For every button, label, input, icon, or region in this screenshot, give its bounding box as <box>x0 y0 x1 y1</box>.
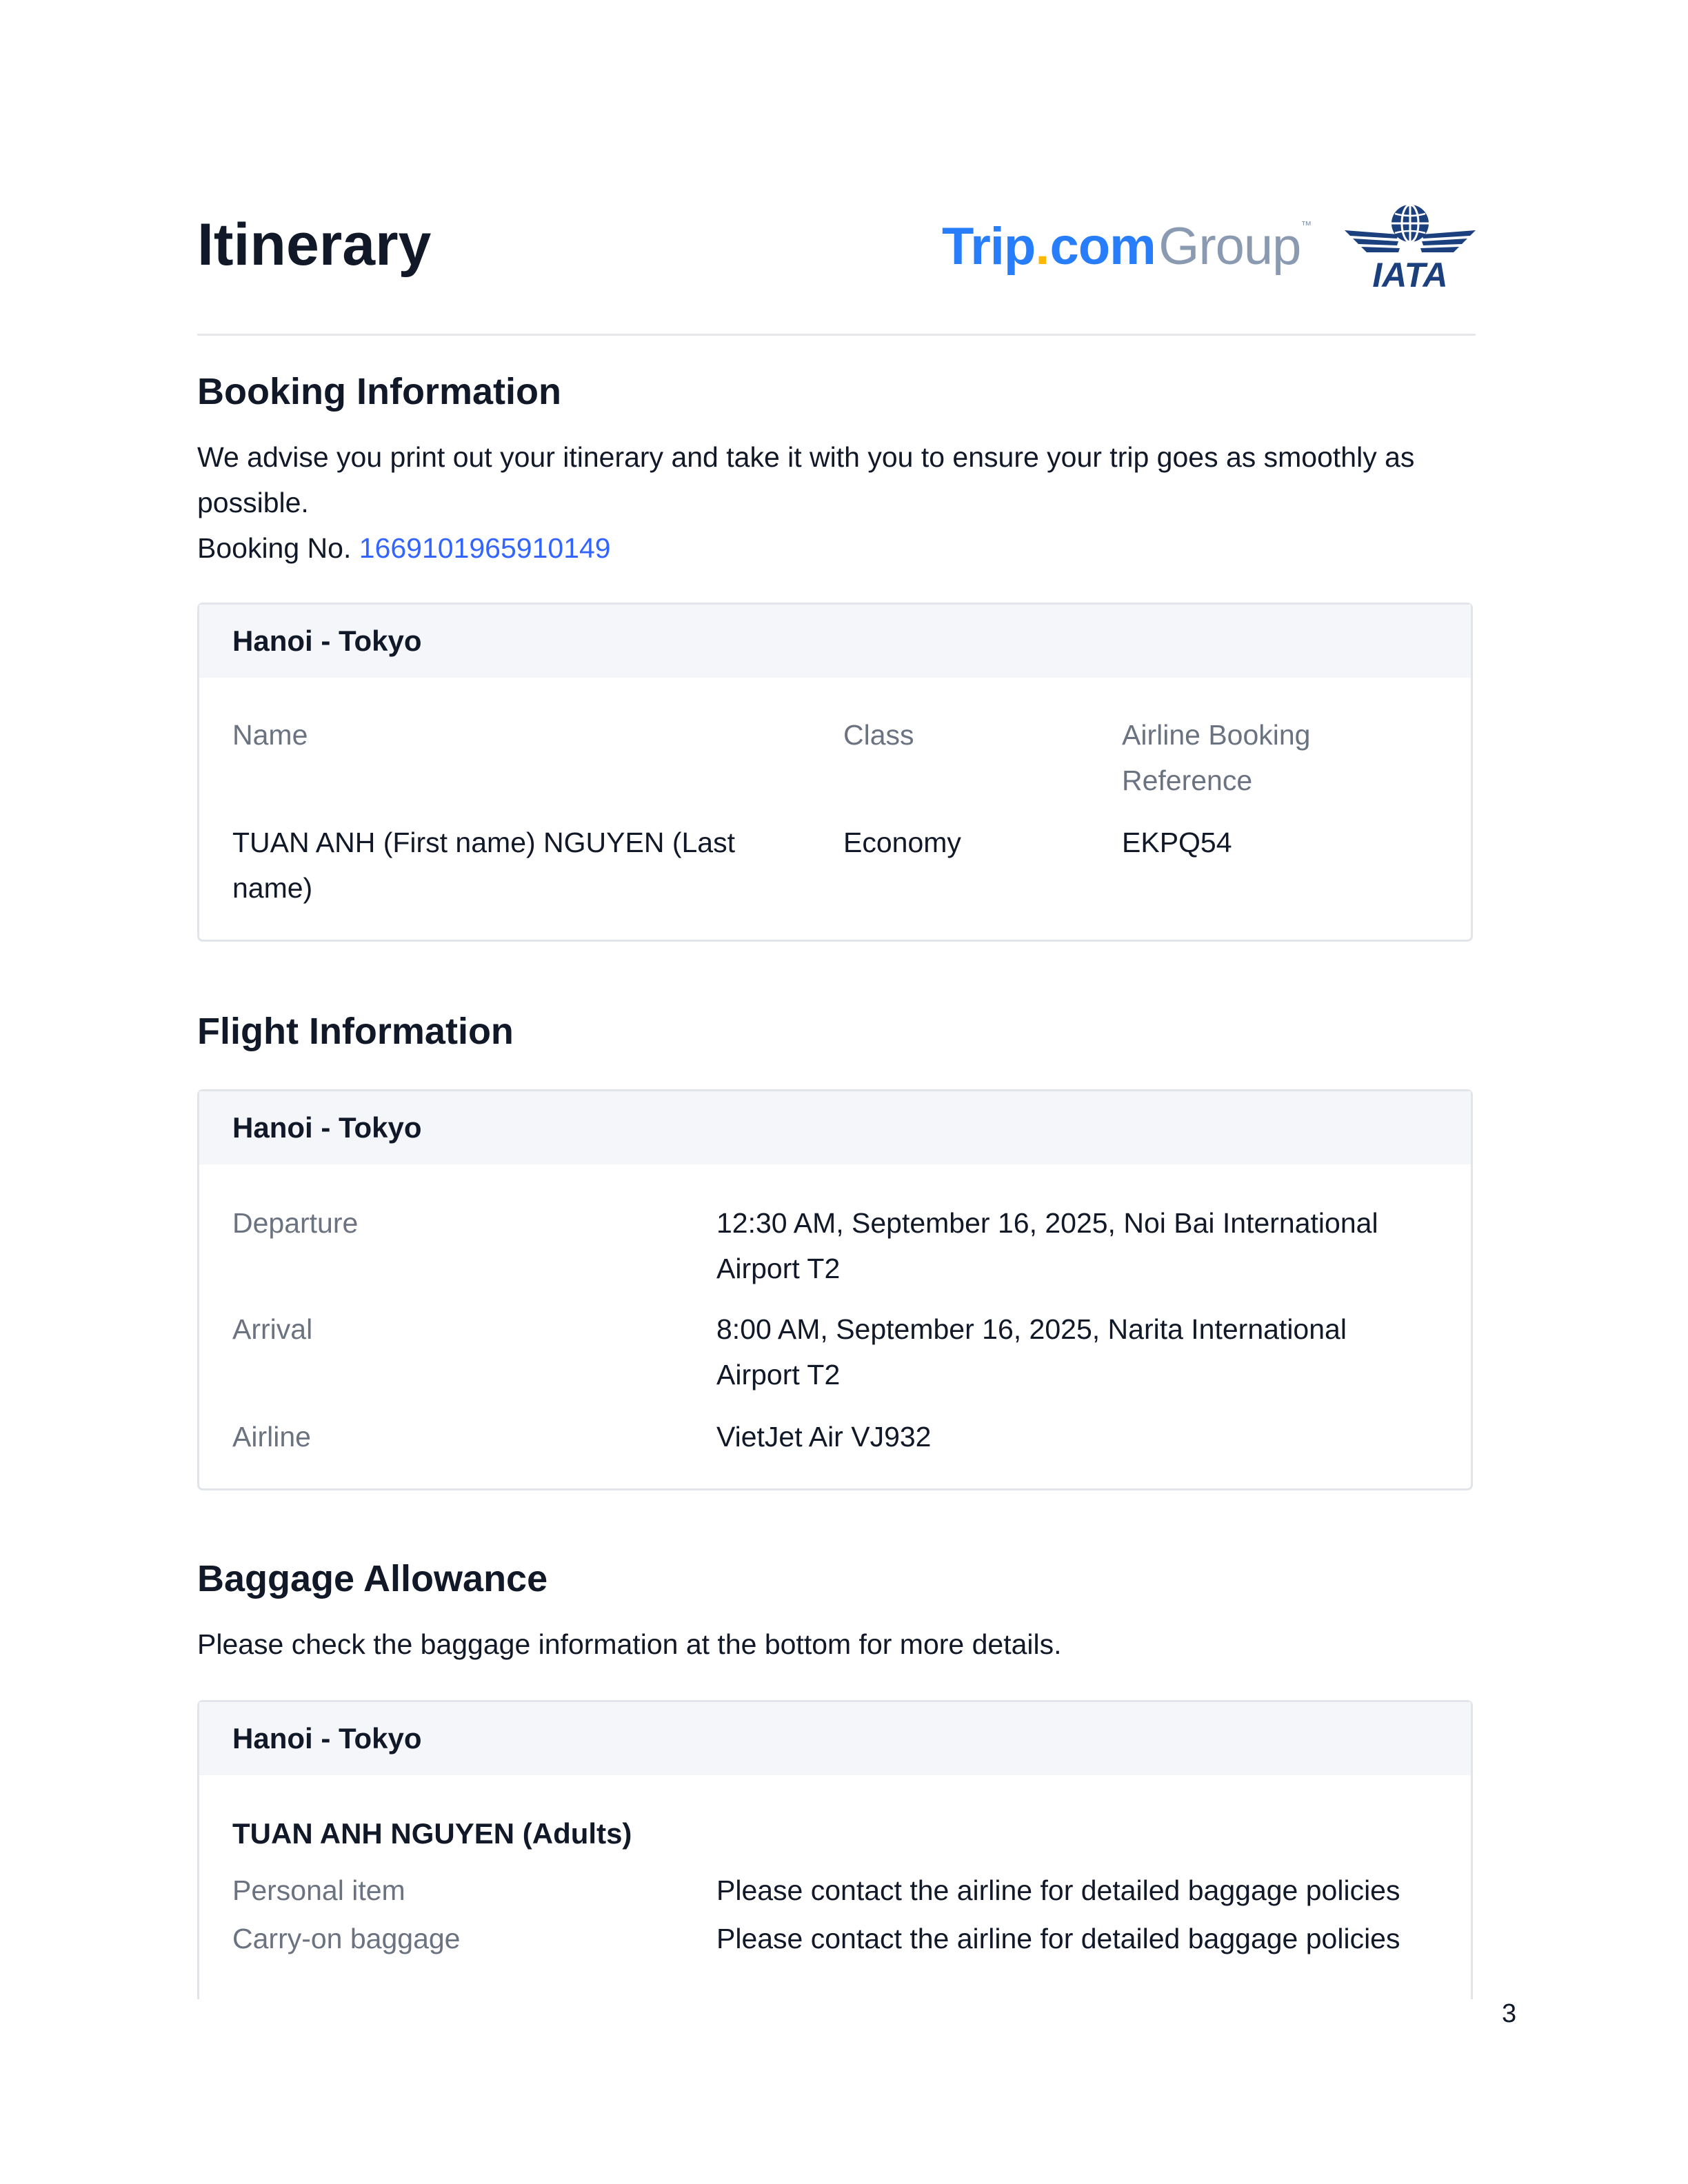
flight-card <box>197 1089 1473 1490</box>
col-reference-header <box>1122 712 1311 803</box>
passenger-name-line-1: TUAN ANH (First name) NGUYEN (Last <box>232 827 735 858</box>
class-cell: Economy <box>843 827 961 858</box>
brand-group: Group <box>1158 217 1301 276</box>
carry-on-label: Carry-on baggage <box>232 1923 461 1954</box>
passenger-name-line-2: name) <box>232 872 313 904</box>
departure-value-line-2: Airport T2 <box>716 1253 841 1284</box>
booking-number-link[interactable]: 1669101965910149 <box>359 532 611 564</box>
arrival-value-line-1: 8:00 AM, September 16, 2025, Narita International <box>716 1313 1347 1345</box>
baggage-note: Please check the baggage information at the bottom for more details. <box>197 1628 1062 1660</box>
tripcom-group-logo <box>942 217 1312 296</box>
booking-advice <box>197 434 1476 571</box>
arrival-value <box>716 1306 1347 1397</box>
baggage-card <box>197 1700 1473 1999</box>
airline-value: VietJet Air VJ932 <box>716 1421 932 1453</box>
booking-info-heading: Booking Information <box>197 371 561 412</box>
baggage-passenger-name: TUAN ANH NGUYEN (Adults) <box>232 1817 632 1850</box>
airline-label: Airline <box>232 1421 311 1453</box>
col-reference-header-line-1: Airline Booking <box>1122 719 1311 751</box>
brand-dot: . <box>1035 217 1050 276</box>
flight-card-route: Hanoi - Tokyo <box>199 1091 1471 1164</box>
arrival-value-line-2: Airport T2 <box>716 1359 841 1391</box>
page-title: Itinerary <box>197 212 432 278</box>
baggage-card-route: Hanoi - Tokyo <box>199 1702 1471 1775</box>
booking-advice-line-1: We advise you print out your itinerary and take it with you to ensure your trip goes as smoothly as <box>197 441 1415 473</box>
personal-item-label: Personal item <box>232 1874 405 1906</box>
booking-number-label: Booking No. <box>197 532 352 564</box>
booking-reference-cell: EKPQ54 <box>1122 827 1232 858</box>
departure-value-line-1: 12:30 AM, September 16, 2025, Noi Bai International <box>716 1207 1378 1239</box>
passenger-name-cell <box>232 820 735 911</box>
personal-item-value: Please contact the airline for detailed baggage policies <box>716 1874 1400 1906</box>
arrival-label: Arrival <box>232 1313 313 1345</box>
baggage-heading: Baggage Allowance <box>197 1558 548 1599</box>
header-divider <box>197 334 1476 336</box>
iata-logo-icon <box>1343 203 1477 292</box>
carry-on-value: Please contact the airline for detailed baggage policies <box>716 1923 1400 1954</box>
col-class-header: Class <box>843 719 914 751</box>
col-name-header: Name <box>232 719 308 751</box>
page-header <box>197 186 1476 324</box>
page-number: 3 <box>1502 1999 1517 2028</box>
departure-value <box>716 1200 1378 1291</box>
departure-label: Departure <box>232 1207 359 1239</box>
booking-advice-line-2: possible. <box>197 487 309 518</box>
brand-com: com <box>1049 217 1156 276</box>
flight-info-heading: Flight Information <box>197 1011 514 1052</box>
col-reference-header-line-2: Reference <box>1122 765 1253 796</box>
brand-trip: Trip <box>942 217 1036 276</box>
iata-wordmark: IATA <box>1372 256 1448 292</box>
booking-number-row <box>197 525 1476 571</box>
booking-card <box>197 603 1473 942</box>
brand-trademark: ™ <box>1300 220 1312 232</box>
booking-card-route: Hanoi - Tokyo <box>199 605 1471 678</box>
